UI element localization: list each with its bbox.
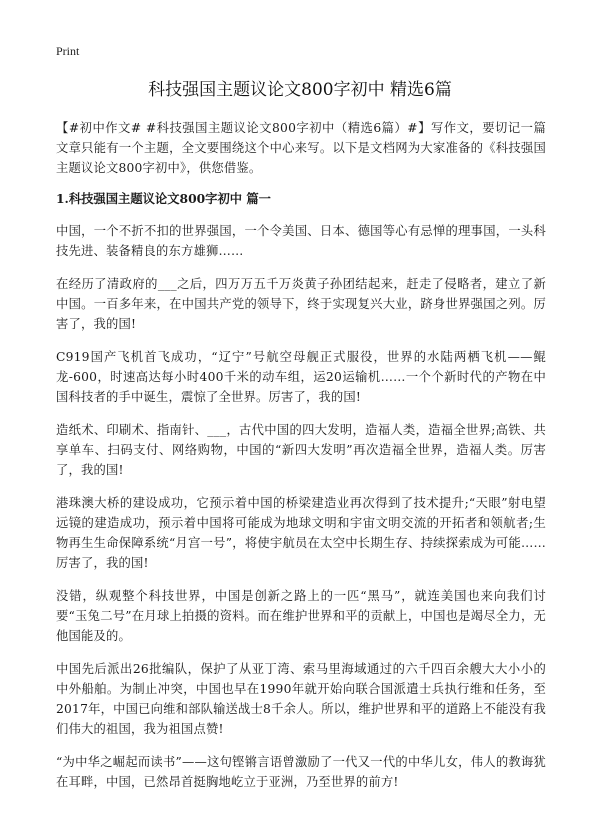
print-link[interactable]: Print: [56, 44, 80, 58]
body-paragraph-8: “为中华之崛起而读书”——这句铿锵言语曾激励了一代又一代的中华儿女，伟人的教诲犹在耳畔，中国，已然昂首挺胸地屹立于亚洲，乃至世界的前方!: [56, 755, 546, 789]
intro-paragraph: 【#初中作文# #科技强国主题议论文800字初中（精选6篇）#】写作文，要切记一篇文章只能有一个主题，全文要围绕这个中心来写。以下是文档网为大家准备的《科技强国主题议论文800字初中》，供您借鉴。: [56, 121, 546, 175]
body-paragraph-4: 造纸术、印刷术、指南针、___，古代中国的四大发明，造福人类，造福全世界;高铁、共享单车、扫码支付、网络购物，中国的“新四大发明”再次造福全世界，造福人类。厉害了，我的国!: [56, 423, 546, 477]
body-paragraph-5: 港珠澳大桥的建设成功，它预示着中国的桥梁建造业再次得到了技术提升;“天眼”射电望远镜的建造成功，预示着中国将可能成为地球文明和宇宙文明交流的开拓者和领航者;生物再生生命保障系统“月宫一号”，将使宇航员在太空中长期生存、持续探索成为可能……厉害了，我的国!: [56, 496, 546, 570]
body-paragraph-3: C919国产飞机首飞成功，“辽宁”号航空母舰正式服役，世界的水陆两栖飞机——鲲龙-600，时速高达每小时400千米的动车组，运20运输机……一个个新时代的产物在中国科技者的手中诞生，震惊了全世界。厉害了，我的国!: [56, 350, 546, 404]
document-body: [56, 118, 546, 805]
body-paragraph-2: 在经历了清政府的___之后，四万万五千万炎黄子孙团结起来，赶走了侵略者，建立了新中国。一百多年来，在中国共产党的领导下，终于实现复兴大业，跻身世界强国之列。厉害了，我的国!: [56, 277, 546, 331]
body-paragraph-6: 没错，纵观整个科技世界，中国是创新之路上的一匹“黑马”，就连美国也来向我们讨要“玉兔二号”在月球上拍摄的资料。而在维护世界和平的贡献上，中国也是竭尽全力，无他国能及的。: [56, 589, 546, 643]
section-heading: 1.科技强国主题议论文800字初中 篇一: [56, 191, 271, 206]
body-paragraph-1: 中国，一个不折不扣的世界强国，一个令美国、日本、德国等心有忌惮的理事国，一头科技先进、装备精良的东方雄狮……: [56, 224, 546, 258]
document-title: 科技强国主题议论文800字初中 精选6篇: [148, 80, 452, 100]
body-paragraph-7: 中国先后派出26批编队，保护了从亚丁湾、索马里海域通过的六千四百余艘大大小小的中外船舶。为制止冲突，中国也早在1990年就开始向联合国派遣士兵执行维和任务，至2017年，中国已向维和部队输送战士8千余人。所以，维护世界和平的道路上不能没有我们伟大的祖国，我为祖国点赞!: [56, 662, 547, 736]
